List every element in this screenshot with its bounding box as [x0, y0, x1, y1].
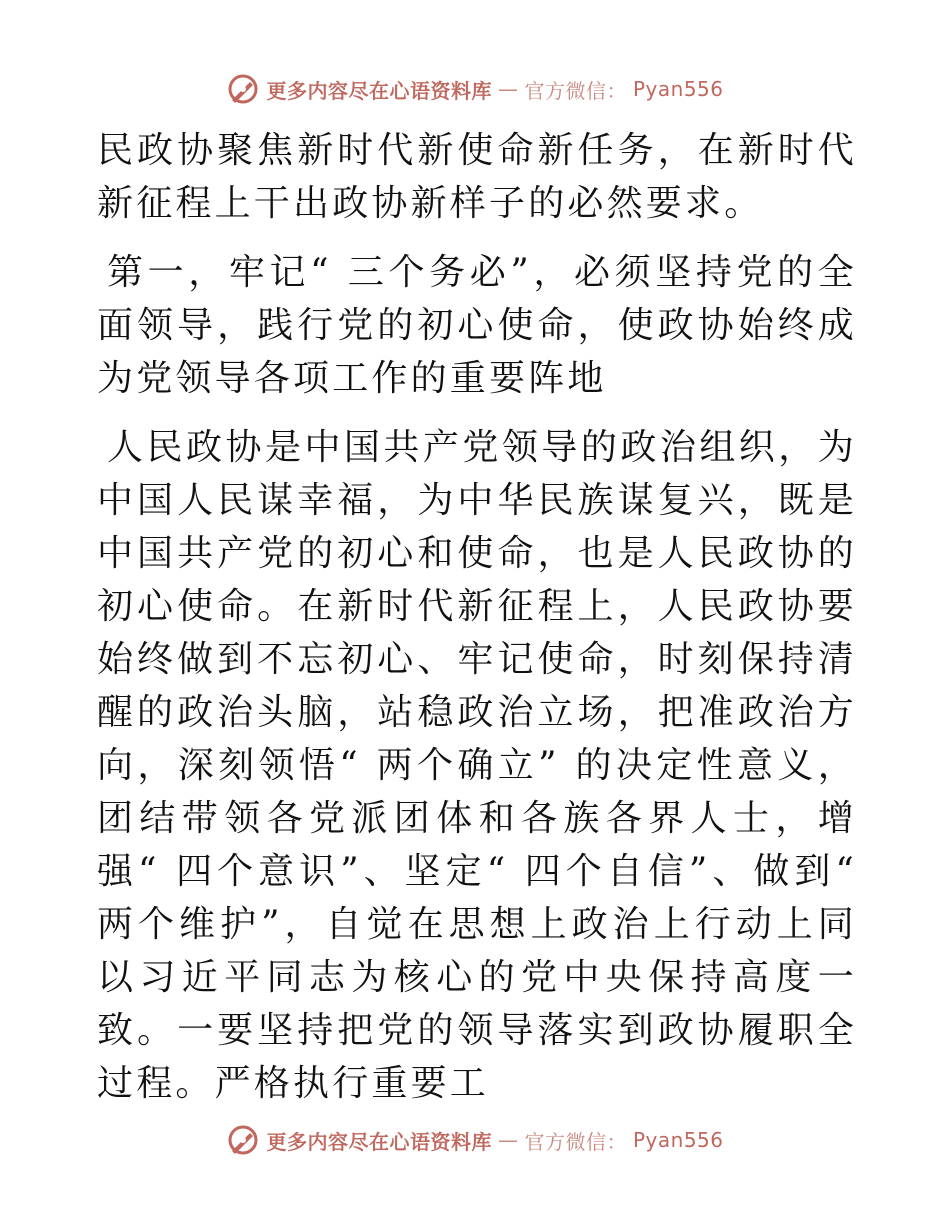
footer-watermark	[0, 1123, 950, 1157]
section-heading: 第一，牢记“ 三个务必”，必须坚持党的全面领导，践行党的初心使命，使政协始终成为党领导各项工作的重要阵地	[97, 252, 857, 399]
pen-logo-icon	[226, 72, 260, 106]
pen-logo-icon	[226, 1123, 260, 1157]
watermark-id: Pyan556	[632, 1128, 724, 1152]
watermark-label: 官方微信：	[524, 1129, 627, 1154]
watermark-id: Pyan556	[632, 77, 724, 101]
paragraph-3: 人民政协是中国共产党领导的政治组织，为中国人民谋幸福，为中华民族谋复兴，既是中国共产党的初心和使命，也是人民政协的初心使命。在新时代新征程上，人民政协要始终做到不忘初心、牢记使命，时刻保持清醒的政治头脑，站稳政治立场，把准政治方向，深刻领悟“ 两个确立” 的决定性意义，团结带领各党派团体和各族各界人士，增强“ 四个意识”、坚定“ 四个自信”、做到“ 两个维护”，自觉在思想上政治上行动上同以习近平同志为核心的党中央保持高度一致。一要坚持把党的领导落实到政协履职全过程。严格执行重要工	[97, 427, 857, 1104]
watermark-brand: 更多内容尽在心语资料库	[266, 78, 492, 103]
paragraph-1: 民政协聚焦新时代新使命新任务，在新时代新征程上干出政协新样子的必然要求。	[97, 130, 857, 224]
watermark-brand: 更多内容尽在心语资料库	[266, 1129, 492, 1154]
header-watermark	[0, 72, 950, 106]
watermark-label: 官方微信：	[524, 78, 627, 103]
watermark-separator: —	[497, 1128, 519, 1152]
watermark-separator: —	[497, 77, 519, 101]
document-body	[97, 124, 857, 1126]
